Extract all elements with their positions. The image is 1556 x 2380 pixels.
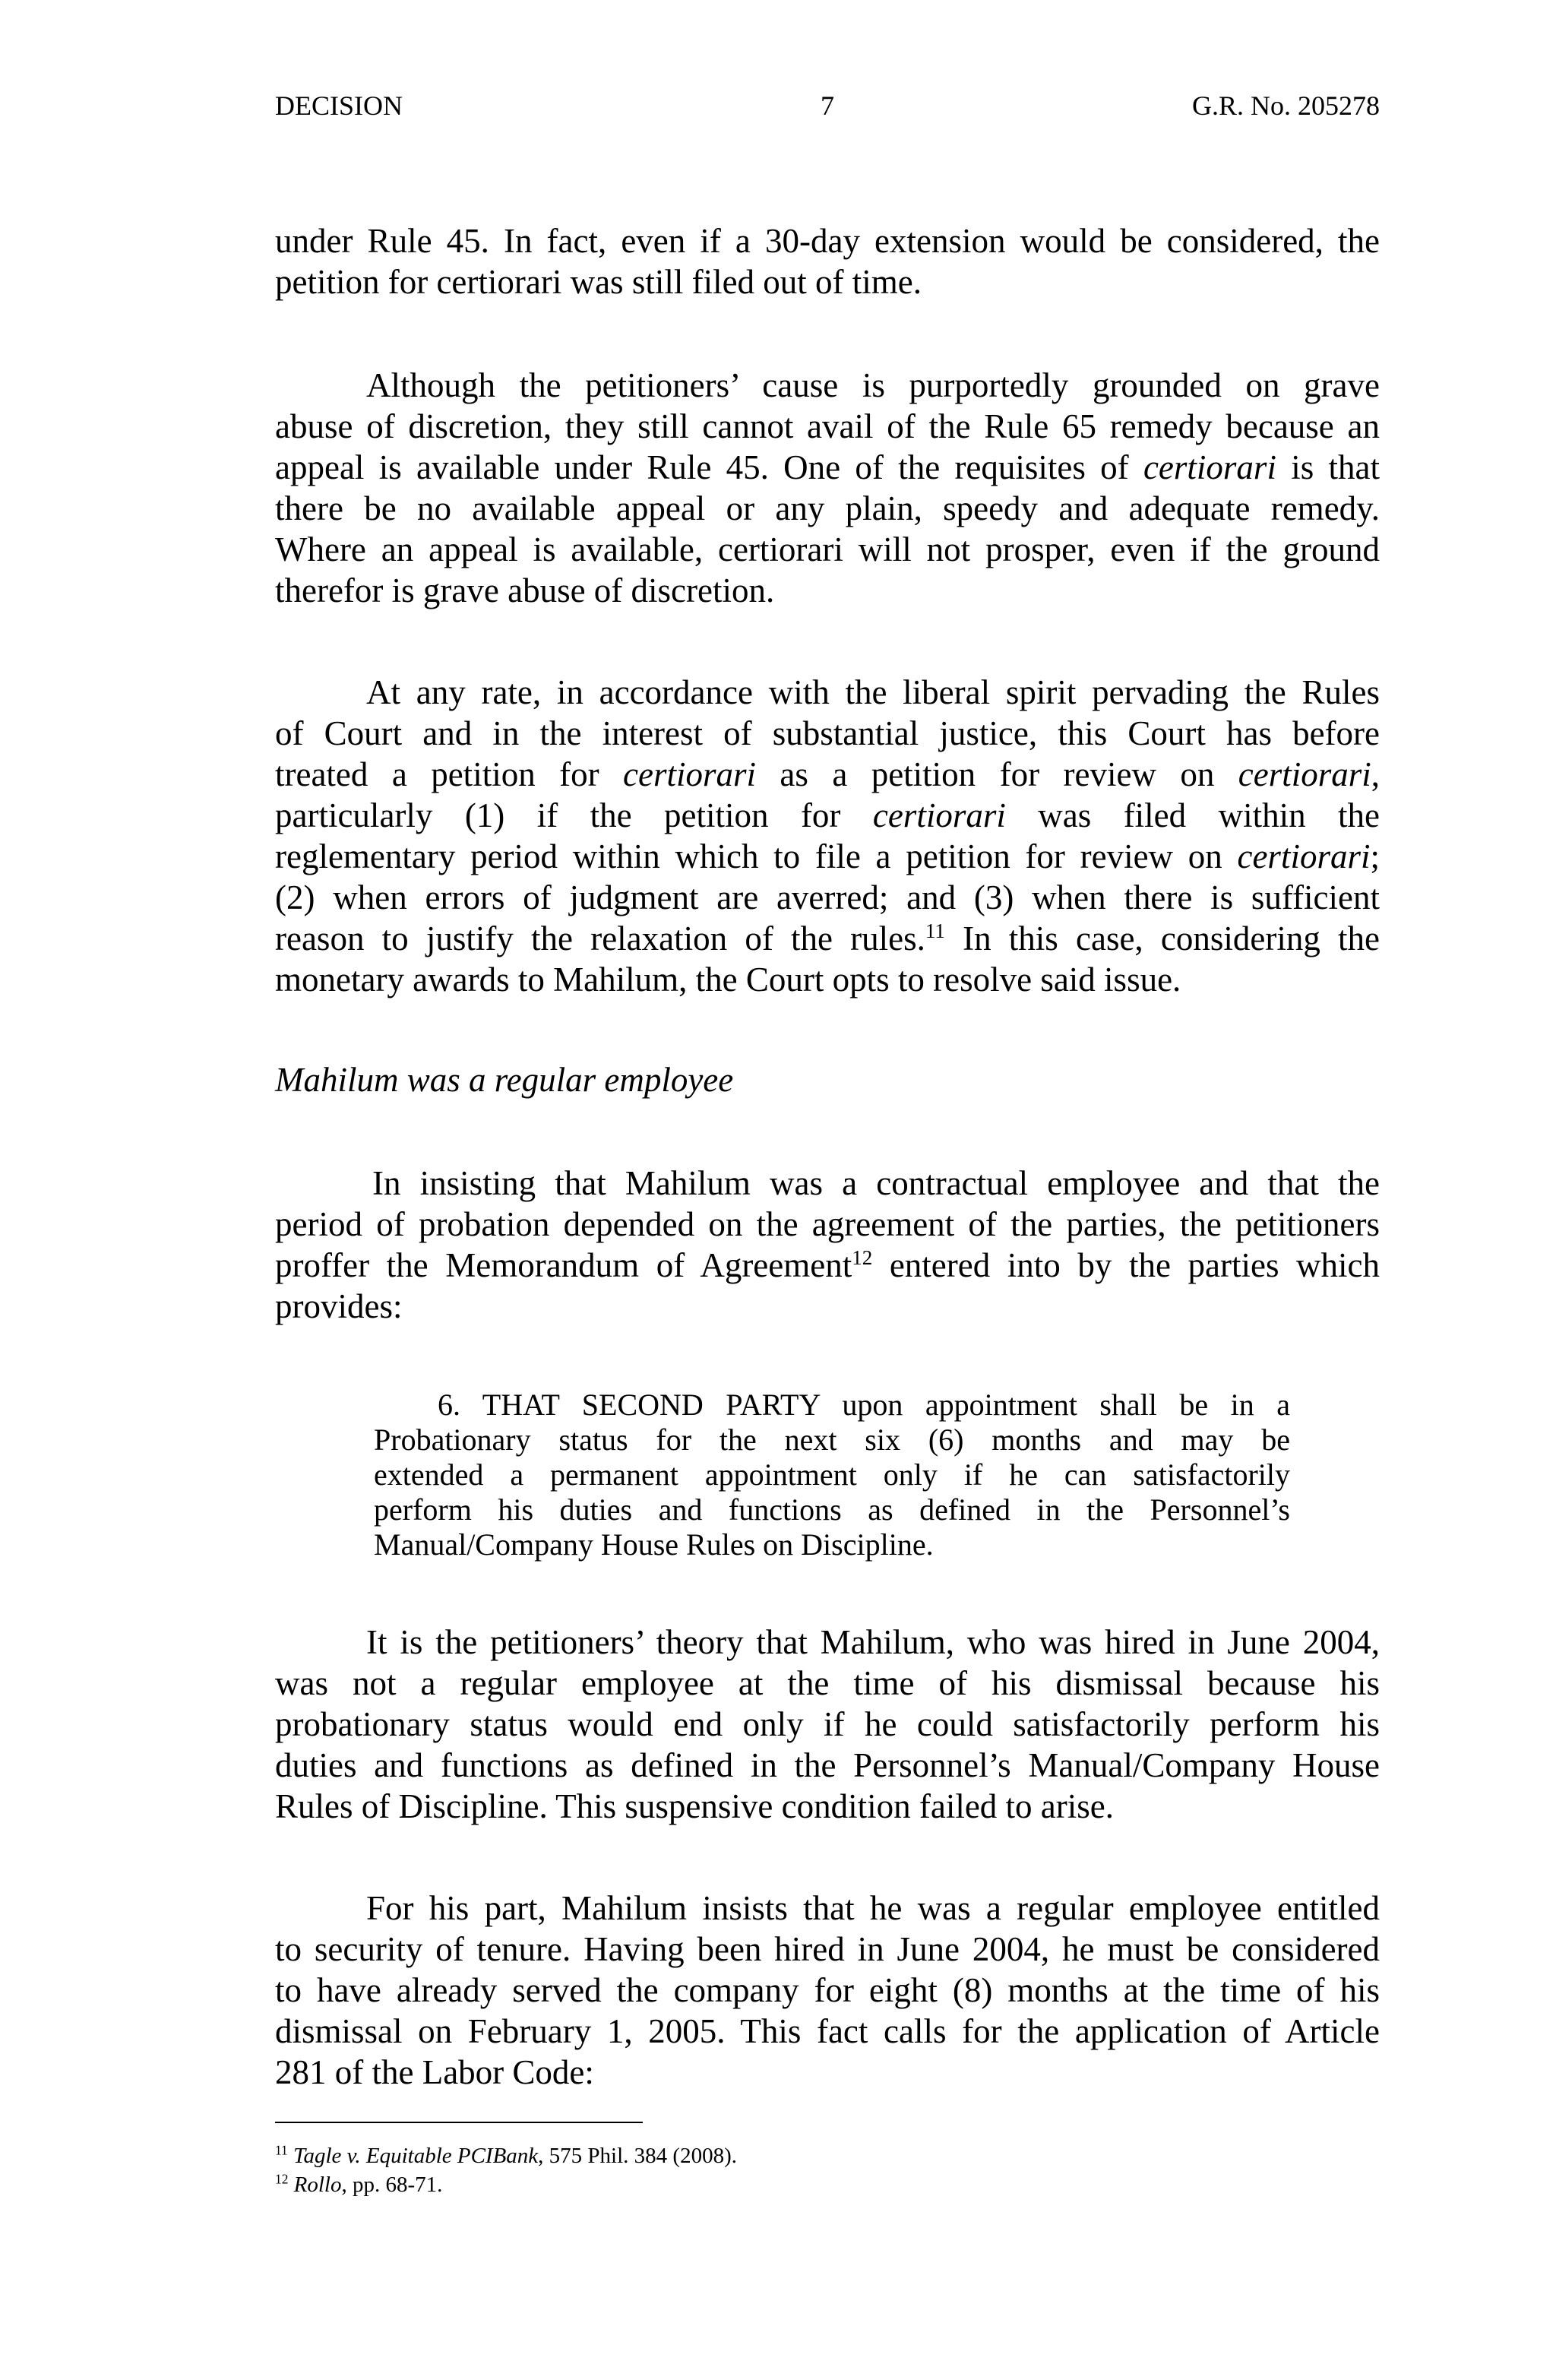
- paragraph-2: [275, 365, 1380, 611]
- paragraph-1: [275, 220, 1380, 302]
- section-heading: Mahilum was a regular employee: [275, 1061, 734, 1099]
- quote-line: perform his duties and functions as defined in the Personnel’s: [374, 1492, 1290, 1527]
- footnote-12: $^{12}$ Rollo, pp. 68-71.: [275, 2171, 443, 2197]
- text-line: period of probation depended on the agreement of the parties, the petitioners: [275, 1205, 1380, 1243]
- text-line: was not a regular employee at the time of his dismissal because his: [275, 1664, 1380, 1702]
- text-line: dismissal on February 1, 2005. This fact calls for the application of Article: [275, 2012, 1380, 2050]
- text-line: therefor is grave abuse of discretion.: [275, 571, 775, 609]
- text-line: proffer the Memorandum of Agreement$^{12}$ entered into by the parties which: [275, 1246, 1380, 1284]
- header-page-number: 7: [821, 90, 834, 121]
- paragraph-5: [275, 1622, 1380, 1827]
- page-header: [275, 90, 1380, 128]
- text-line: In insisting that Mahilum was a contractual employee and that the: [372, 1164, 1380, 1202]
- text-line: to security of tenure. Having been hired in June 2004, he must be considered: [275, 1930, 1380, 1968]
- text-line: Although the petitioners’ cause is purportedly grounded on grave: [366, 366, 1380, 404]
- text-line: reglementary period within which to file a petition for review on certiorari;: [275, 837, 1380, 875]
- text-line: there be no available appeal or any plain, speedy and adequate remedy.: [275, 489, 1380, 527]
- block-quote: [374, 1388, 1290, 1562]
- paragraph-4: [275, 1163, 1380, 1327]
- text-line: petition for certiorari was still filed out of time.: [275, 263, 922, 301]
- italic-term: certiorari: [1143, 448, 1276, 486]
- text-line: appeal is available under Rule 45. One of the requisites of certiorari is that: [275, 448, 1380, 486]
- text-line: 281 of the Labor Code:: [275, 2053, 594, 2091]
- footnotes: [275, 2141, 737, 2199]
- text-line: under Rule 45. In fact, even if a 30-day extension would be considered, the: [275, 222, 1380, 260]
- text-line: probationary status would end only if he could satisfactorily perform his: [275, 1705, 1380, 1743]
- text-line: It is the petitioners’ theory that Mahilum, who was hired in June 2004,: [366, 1623, 1380, 1661]
- quote-line: Probationary status for the next six (6) months and may be: [374, 1423, 1290, 1457]
- footnote-ref-11: 11: [925, 919, 945, 942]
- text-line: monetary awards to Mahilum, the Court opts to resolve said issue.: [275, 961, 1181, 999]
- footnote-11: $^{11}$ Tagle v. Equitable PCIBank, 575 Phil. 384 (2008).: [275, 2142, 737, 2168]
- text-line: Where an appeal is available, certiorari will not prosper, even if the ground: [275, 530, 1380, 568]
- text-line: to have already served the company for eight (8) months at the time of his: [275, 1971, 1380, 2009]
- text-line: At any rate, in accordance with the liberal spirit pervading the Rules: [366, 673, 1380, 711]
- footnote-ref-12: 12: [852, 1246, 873, 1269]
- header-case-number: G.R. No. 205278: [1191, 90, 1380, 121]
- text-line: (2) when errors of judgment are averred; and (3) when there is sufficient: [275, 878, 1380, 916]
- paragraph-6: [275, 1888, 1380, 2093]
- text-line: duties and functions as defined in the Personnel’s Manual/Company House: [275, 1746, 1380, 1784]
- header-document-type: DECISION: [275, 90, 403, 121]
- quote-line: Manual/Company House Rules on Discipline.: [374, 1527, 934, 1562]
- footnote-divider: [275, 2122, 643, 2123]
- text-line: For his part, Mahilum insists that he was a regular employee entitled: [366, 1889, 1380, 1927]
- paragraph-3: [275, 672, 1380, 1000]
- text-line: reason to justify the relaxation of the rules.$^{11}$ In this case, considering the: [275, 919, 1380, 957]
- text-line: provides:: [275, 1287, 403, 1325]
- text-line: of Court and in the interest of substantial justice, this Court has before: [275, 714, 1380, 752]
- text-line: abuse of discretion, they still cannot avail of the Rule 65 remedy because an: [275, 407, 1380, 445]
- text-line: particularly (1) if the petition for certiorari was filed within the: [275, 796, 1380, 834]
- text-line: Rules of Discipline. This suspensive condition failed to arise.: [275, 1787, 1114, 1825]
- text-line: treated a petition for certiorari as a petition for review on certiorari,: [275, 755, 1380, 793]
- quote-line: 6. THAT SECOND PARTY upon appointment shall be in a: [438, 1388, 1290, 1422]
- quote-line: extended a permanent appointment only if he can satisfactorily: [374, 1457, 1290, 1492]
